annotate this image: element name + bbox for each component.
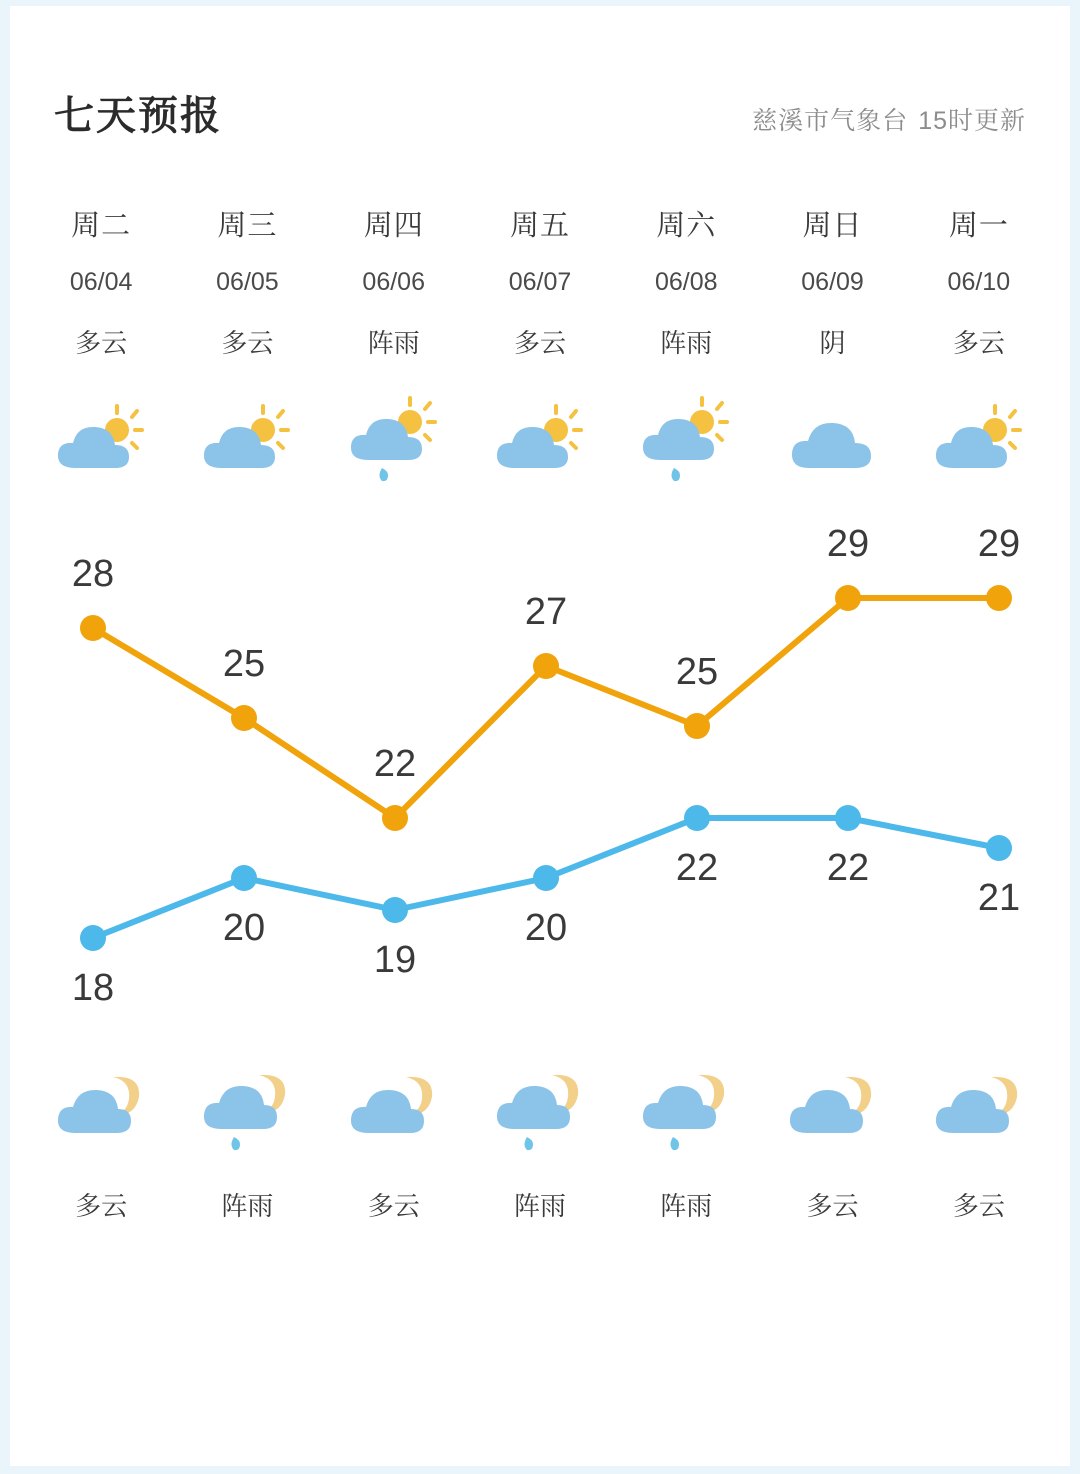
low-temp-label: 22: [675, 847, 719, 889]
day-column[interactable]: [467, 203, 613, 490]
date-label: 06/05: [216, 268, 279, 296]
low-temp-label: 18: [71, 967, 115, 1009]
low-temp-label: 22: [826, 847, 870, 889]
high-temp-point: [684, 713, 710, 739]
low-temp-label: 21: [977, 877, 1021, 919]
night-column[interactable]: [467, 1052, 613, 1223]
low-temp-label: 19: [373, 939, 417, 981]
low-temp-point: [231, 865, 257, 891]
low-temp-point: [986, 835, 1012, 861]
day-column[interactable]: [613, 203, 759, 490]
night-condition-label: 多云: [806, 1191, 859, 1221]
day-condition-label: 多云: [75, 328, 128, 358]
night-condition-label: 阵雨: [513, 1191, 566, 1221]
night-column[interactable]: [174, 1052, 320, 1223]
day-condition-label: 多云: [221, 328, 274, 358]
high-temp-point: [231, 705, 257, 731]
night-column[interactable]: [759, 1052, 905, 1223]
low-temp-label: 20: [222, 907, 266, 949]
date-label: 06/06: [362, 268, 425, 296]
day-condition-label: 阵雨: [660, 328, 713, 358]
date-label: 06/09: [801, 268, 864, 296]
weekday-label: 周一: [948, 210, 1009, 242]
showers-day-icon: [321, 394, 467, 490]
night-column[interactable]: [321, 1052, 467, 1223]
weekday-label: 周二: [71, 210, 132, 242]
partly-cloudy-day-icon: [906, 394, 1052, 490]
day-condition-label: 阵雨: [367, 328, 420, 358]
high-temp-point: [533, 653, 559, 679]
high-temp-label: 29: [977, 523, 1021, 565]
weekday-label: 周六: [656, 210, 717, 242]
date-label: 06/07: [508, 268, 572, 296]
partly-cloudy-day-icon: [174, 394, 320, 490]
night-condition-label: 阵雨: [221, 1191, 274, 1221]
cloudy-icon: [759, 394, 905, 490]
partly-cloudy-night-icon: [906, 1052, 1052, 1162]
night-condition-label: 多云: [952, 1191, 1005, 1221]
high-temp-point: [986, 585, 1012, 611]
night-column[interactable]: [28, 1052, 174, 1223]
weekday-label: 周五: [509, 210, 570, 242]
night-column[interactable]: [613, 1052, 759, 1223]
high-temp-point: [80, 615, 106, 641]
temperature-chart: [10, 518, 1070, 1038]
source-label: [752, 101, 1026, 137]
date-label: 06/08: [654, 268, 718, 296]
partly-cloudy-night-icon: [321, 1052, 467, 1162]
high-temp-label: 22: [373, 743, 417, 785]
high-temp-label: 27: [524, 591, 568, 633]
source-station: 慈溪市气象台: [752, 107, 909, 135]
date-label: 06/10: [947, 268, 1011, 296]
date-label: 06/04: [69, 268, 133, 296]
showers-night-icon: [174, 1052, 320, 1162]
day-column[interactable]: [28, 203, 174, 490]
partly-cloudy-day-icon: [467, 394, 613, 490]
day-column[interactable]: [906, 203, 1052, 490]
night-column[interactable]: [906, 1052, 1052, 1223]
page-title: 七天预报: [54, 94, 222, 138]
low-temp-label: 20: [524, 907, 568, 949]
showers-night-icon: [467, 1052, 613, 1162]
day-column[interactable]: [321, 203, 467, 490]
low-temp-point: [80, 925, 106, 951]
partly-cloudy-day-icon: [28, 394, 174, 490]
weekday-label: 周四: [363, 210, 424, 242]
weekday-label: 周日: [802, 210, 863, 242]
high-temp-label: 25: [222, 643, 266, 685]
day-condition-label: 多云: [952, 328, 1005, 358]
day-column[interactable]: [174, 203, 320, 490]
day-column[interactable]: [759, 203, 905, 490]
card-inner: [10, 6, 1070, 1466]
night-condition-label: 阵雨: [660, 1191, 713, 1221]
high-temp-point: [835, 585, 861, 611]
header: [10, 6, 1070, 141]
partly-cloudy-night-icon: [28, 1052, 174, 1162]
low-temp-point: [835, 805, 861, 831]
night-condition-label: 多云: [367, 1191, 420, 1221]
night-condition-label: 多云: [75, 1191, 128, 1221]
showers-night-icon: [613, 1052, 759, 1162]
high-temp-point: [382, 805, 408, 831]
high-temp-label: 29: [826, 523, 870, 565]
day-columns: [10, 203, 1070, 490]
weekday-label: 周三: [217, 210, 278, 242]
low-temp-point: [382, 897, 408, 923]
low-temp-point: [533, 865, 559, 891]
night-columns: [10, 1052, 1070, 1223]
showers-day-icon: [613, 394, 759, 490]
low-temp-point: [684, 805, 710, 831]
partly-cloudy-night-icon: [759, 1052, 905, 1162]
high-temp-label: 25: [675, 651, 719, 693]
day-condition-label: 阴: [819, 328, 846, 358]
day-condition-label: 多云: [513, 328, 566, 358]
source-update-time: 15时更新: [918, 107, 1026, 135]
high-temp-label: 28: [71, 553, 115, 595]
